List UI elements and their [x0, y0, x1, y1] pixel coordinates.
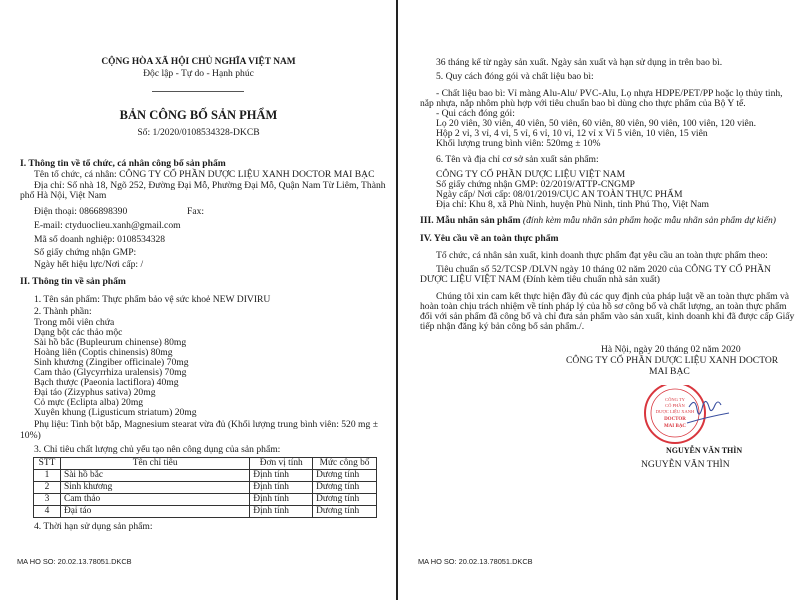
svg-text:DƯỢC LIỆU XANH: DƯỢC LIỆU XANH	[655, 409, 695, 414]
row-unit: Định tính	[250, 494, 313, 506]
manufacturer-name: CÔNG TY CỔ PHẦN DƯỢC LIỆU VIỆT NAM	[436, 169, 626, 180]
gmp: Số giấy chứng nhận GMP:	[34, 247, 137, 258]
product-name: 1. Tên sản phẩm: Thực phẩm bảo vệ sức khoẻ NEW DIVIRU	[34, 294, 271, 305]
address-line-1: Địa chỉ: Số nhà 18, Ngõ 252, Đường Đại Mỗ, Phường Đại Mỗ, Quận Nam Từ Liêm, Thành	[34, 180, 386, 191]
section3-heading	[420, 216, 776, 226]
table-row	[34, 482, 377, 494]
row-name: Đại táo	[60, 506, 249, 518]
document-page-2	[399, 0, 800, 600]
section2-heading: II. Thông tin về sản phẩm	[20, 276, 126, 287]
packaging-line-2: nắp nhựa, nắp nhôm phù hợp với tiêu chuẩn bao bì dùng cho thực phẩm của Bộ Y tế.	[420, 98, 746, 109]
col-stt: STT	[34, 458, 61, 470]
packing-weight: Khối lượng trung bình viên: 520mg ± 10%	[436, 138, 601, 149]
signer-org-line-1: CÔNG TY CỔ PHẦN DƯỢC LIỆU XANH DOCTOR	[566, 355, 779, 366]
standard-line-2: DƯỢC LIỆU VIỆT NAM (Đính kèm tiêu chuẩn nhà sản xuất)	[420, 274, 660, 285]
ingredient-item: Hoàng liên (Coptis chinensis) 80mg	[34, 347, 173, 358]
address-line-2: phố Hà Nội, Việt Nam	[20, 190, 107, 201]
manufacturer-address: Địa chỉ: Khu 8, xã Phù Ninh, huyện Phù Ninh, tỉnh Phú Thọ, Việt Nam	[436, 199, 710, 210]
row-stt: 3	[34, 494, 61, 506]
page-divider	[396, 0, 398, 600]
row-stt: 4	[34, 506, 61, 518]
ingredient-item: Xuyên khung (Ligusticum striatum) 20mg	[34, 407, 197, 418]
email: E-mail: ctyduoclieu.xanh@gmail.com	[34, 220, 181, 231]
row-stt: 2	[34, 482, 61, 494]
commitment-line: đối với sản phẩm đã công bố và chỉ đưa sản phẩm vào sản xuất, kinh doanh khi đã được cấp Giấy	[420, 311, 795, 322]
org-name: Tên tổ chức, cá nhân: CÔNG TY CỔ PHẦN DƯỢC LIỆU XANH DOCTOR MAI BẠC	[34, 169, 375, 180]
ingredient-item: Đại táo (Zizyphus sativa) 20mg	[34, 387, 156, 398]
manufacturer-label: 6. Tên và địa chỉ cơ sở sản xuất sản phẩm:	[436, 154, 599, 165]
safety-statement: Tổ chức, cá nhân sản xuất, kinh doanh thực phẩm đạt yêu cầu an toàn thực phẩm theo:	[436, 250, 768, 261]
ingredient-item: Cỏ mực (Eclipta alba) 20mg	[34, 397, 144, 408]
fax: Fax:	[187, 206, 205, 217]
row-name: Cam thảo	[60, 494, 249, 506]
svg-text:DOCTOR: DOCTOR	[664, 417, 686, 422]
motto: Độc lập - Tự do - Hạnh phúc	[143, 68, 254, 79]
svg-text:CÔNG TY: CÔNG TY	[665, 397, 685, 402]
commitment-line: tiếp nhận đăng ký bản công bố sản phẩm./.	[420, 321, 585, 332]
ingredient-item: Cam thảo (Glycyrrhiza uralensis) 70mg	[34, 367, 187, 378]
ingredient-item: Dạng bột các thảo mộc	[34, 327, 123, 338]
table-row	[34, 494, 377, 506]
company-seal-icon	[645, 385, 705, 443]
row-unit: Định tính	[250, 470, 313, 482]
ingredient-item: Trong mỗi viên chứa	[34, 317, 115, 328]
row-name: Sài hồ bắc	[60, 470, 249, 482]
expiry: Ngày hết hiệu lực/Nơi cấp: /	[34, 259, 144, 270]
phone: Điện thoại: 0866898390	[34, 206, 128, 217]
packing-bottles: Lọ 20 viên, 30 viên, 40 viên, 50 viên, 60 viên, 80 viên, 90 viên, 100 viên, 120 viên.	[436, 118, 757, 129]
composition-label: 2. Thành phần:	[34, 306, 92, 317]
row-level: Dương tính	[313, 482, 377, 494]
ingredient-item: Bạch thược (Paeonia lactiflora) 40mg	[34, 377, 179, 388]
row-unit: Định tính	[250, 506, 313, 518]
place-date: Hà Nội, ngày 20 tháng 02 năm 2020	[601, 344, 741, 355]
excipients-line-1: Phụ liệu: Tinh bột bắp, Magnesium stearat vừa đủ (Khối lượng trung bình viên: 520 mg ±	[34, 419, 378, 430]
company-stamp-and-signature	[641, 385, 731, 445]
stamp-name: NGUYỄN VĂN THÌN	[666, 446, 743, 455]
svg-text:CỔ PHẦN: CỔ PHẦN	[665, 403, 685, 408]
title-divider	[152, 91, 244, 92]
manufacturer-gmp: Số giấy chứng nhận GMP: 02/2019/ATTP-CNGMP	[436, 179, 635, 190]
signer-org-line-2: MAI BẠC	[649, 366, 690, 377]
row-level: Dương tính	[313, 494, 377, 506]
doc-number: Số: 1/2020/0108534328-DKCB	[137, 127, 260, 138]
table-row	[34, 506, 377, 518]
table-row	[34, 470, 377, 482]
svg-text:MAI BẠC: MAI BẠC	[663, 424, 687, 429]
file-code-footer: MA HO SO: 20.02.13.78051.DKCB	[17, 557, 132, 566]
section1-heading: I. Thông tin về tổ chức, cá nhân công bố sản phẩm	[20, 158, 226, 169]
packing-label: - Qui cách đóng gói:	[436, 108, 515, 119]
excipients-line-2: 10%)	[20, 430, 41, 441]
business-code: Mã số doanh nghiệp: 0108534328	[34, 234, 166, 245]
section3-title: III. Mẫu nhãn sản phẩm	[420, 215, 521, 226]
standard-line-1: Tiêu chuẩn số 52/TCSP /DLVN ngày 10 tháng 02 năm 2020 của CÔNG TY CỔ PHẦN	[436, 264, 771, 275]
commitment-line: hoàn toàn chịu trách nhiệm về tính pháp lý của hồ sơ công bố và chất lượng, an toàn thực phẩm	[420, 301, 787, 312]
row-level: Dương tính	[313, 506, 377, 518]
file-code-footer: MA HO SO: 20.02.13.78051.DKCB	[418, 557, 533, 566]
manufacturer-issued: Ngày cấp/ Nơi cấp: 08/01/2019/CỤC AN TOÀN THỰC PHẨM	[436, 189, 683, 200]
quality-criteria-label: 3. Chỉ tiêu chất lượng chủ yếu tạo nên công dụng của sản phẩm:	[34, 444, 281, 455]
shelf-life-text: 36 tháng kể từ ngày sản xuất. Ngày sản xuất và hạn sử dụng in trên bao bì.	[436, 57, 723, 68]
row-name: Sinh khương	[60, 482, 249, 494]
section4-heading: IV. Yêu cầu về an toàn thực phẩm	[420, 233, 559, 244]
col-unit: Đơn vị tính	[250, 458, 313, 470]
packaging-line-1: - Chất liệu bao bì: Vỉ màng Alu-Alu/ PVC-Alu, Lọ nhựa HDPE/PET/PP hoặc lọ thủy tinh,	[436, 88, 783, 99]
col-level: Mức công bố	[313, 458, 377, 470]
ingredient-item: Sài hồ bắc (Bupleurum chinense) 80mg	[34, 337, 187, 348]
col-name: Tên chỉ tiêu	[60, 458, 249, 470]
national-title: CỘNG HÒA XÃ HỘI CHỦ NGHĨA VIỆT NAM	[101, 57, 296, 67]
document-page-1	[0, 0, 397, 600]
row-level: Dương tính	[313, 470, 377, 482]
quality-criteria-table	[33, 457, 377, 518]
packing-boxes: Hộp 2 vỉ, 3 vỉ, 4 vỉ, 5 vỉ, 6 vỉ, 10 vỉ, 12 vỉ x Vỉ 5 viên, 10 viên, 15 viên	[436, 128, 708, 139]
commitment-line: Chúng tôi xin cam kết thực hiện đầy đủ các quy định của pháp luật về an toàn thực phẩm và	[436, 291, 790, 302]
signer-name: NGUYỄN VĂN THÌN	[641, 459, 730, 470]
section3-note: (đính kèm mẫu nhãn sản phẩm hoặc mẫu nhãn sản phẩm dự kiến)	[522, 215, 776, 226]
shelf-life-label: 4. Thời hạn sử dụng sản phẩm:	[34, 521, 153, 532]
row-unit: Định tính	[250, 482, 313, 494]
doc-title: BẢN CÔNG BỐ SẢN PHẨM	[119, 108, 278, 122]
row-stt: 1	[34, 470, 61, 482]
packaging-label: 5. Quy cách đóng gói và chất liệu bao bì:	[436, 71, 594, 82]
ingredient-item: Sinh khương (Zingiber officinale) 70mg	[34, 357, 189, 368]
